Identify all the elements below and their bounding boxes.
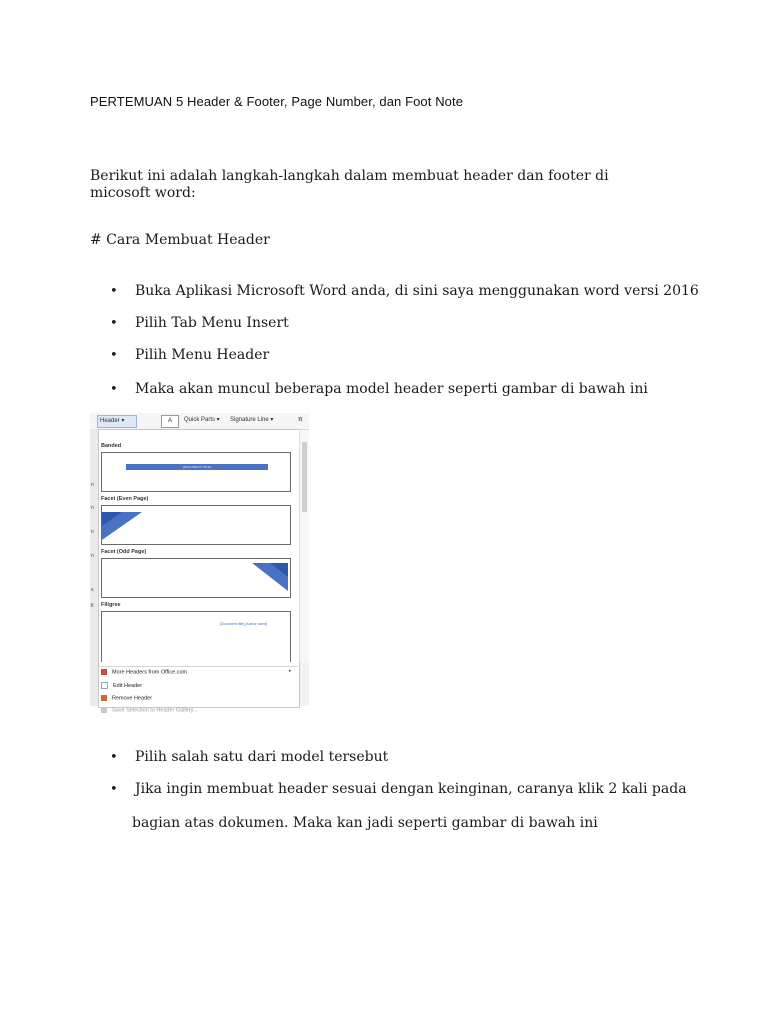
list-item-text: Pilih salah satu dari model tersebut: [135, 749, 389, 765]
header-dropdown-button: Header ▾: [97, 415, 137, 428]
equation-icon: π: [298, 417, 303, 423]
edit-header-icon: [101, 682, 108, 689]
menu-item-save-selection: Save Selection to Header Gallery...: [101, 707, 198, 713]
document-edge: [90, 429, 98, 706]
gallery-section-label: Filigree: [101, 602, 121, 608]
bullet-icon: •: [110, 316, 118, 331]
gallery-section-label: Banded: [101, 443, 122, 449]
header-thumbnail-filigree: [101, 611, 291, 662]
menu-item-remove-header: Remove Header: [101, 695, 152, 701]
bullet-icon: •: [110, 782, 118, 797]
edge-text: fi: [91, 603, 94, 609]
gallery-section-label: Facet (Odd Page): [101, 549, 147, 555]
gallery-scrollbar: [299, 430, 309, 662]
save-gallery-icon: [101, 707, 107, 713]
list-item-text: Pilih Tab Menu Insert: [135, 315, 289, 331]
bullet-icon: •: [110, 382, 118, 397]
bullet-icon: •: [110, 348, 118, 363]
list-item-text: Buka Aplikasi Microsoft Word anda, di sini saya menggunakan word versi 2016: [135, 283, 699, 299]
chevron-right-icon: ▸: [289, 668, 292, 674]
remove-header-icon: [101, 695, 107, 701]
list-item: [110, 381, 648, 397]
list-item-text: Pilih Menu Header: [135, 347, 270, 363]
ribbon-strip: [90, 413, 309, 430]
edge-text: n: [91, 553, 94, 559]
office-online-icon: [101, 669, 107, 675]
menu-item-more-headers: More Headers from Office.com: [101, 669, 187, 675]
header-gallery-panel: [98, 429, 300, 714]
edge-text: o: [91, 529, 94, 535]
list-item-continuation: bagian atas dokumen. Maka kan jadi seperti gambar di bawah ini: [132, 815, 598, 831]
intro-paragraph: Berikut ini adalah langkah-langkah dalam membuat header dan footer di micosoft word:: [90, 168, 609, 201]
edge-text: n: [91, 505, 94, 511]
banded-bar: [DOCUMENT TITLE]: [126, 464, 268, 470]
header-thumbnail-banded: [101, 452, 291, 492]
menu-divider: [99, 666, 298, 667]
list-item-text: Maka akan muncul beberapa model header seperti gambar di bawah ini: [135, 381, 648, 397]
page-title: PERTEMUAN 5 Header & Footer, Page Number, dan Foot Note: [90, 94, 464, 109]
text-box-button: A: [161, 415, 179, 428]
edge-text: s: [91, 587, 94, 593]
section-heading: # Cara Membuat Header: [90, 232, 270, 248]
menu-item-edit-header: Edit Header: [101, 682, 142, 689]
list-item: [110, 749, 388, 765]
bullet-icon: •: [110, 284, 118, 299]
gallery-section-label: Facet (Even Page): [101, 496, 149, 502]
list-item: [110, 283, 699, 299]
bullet-icon: •: [110, 750, 118, 765]
header-gallery-screenshot: [90, 413, 309, 714]
edge-text: n: [91, 482, 94, 488]
facet-odd-graphic: [102, 559, 290, 597]
facet-even-graphic: [102, 506, 290, 544]
list-item: [110, 781, 687, 797]
list-item-text: Jika ingin membuat header sesuai dengan keinginan, caranya klik 2 kali pada: [135, 781, 687, 797]
header-thumbnail-facet-odd: [101, 558, 291, 598]
signature-line-button: Signature Line ▾: [230, 417, 274, 423]
filigree-sample-text: [Document title] [Author name]: [220, 622, 268, 626]
list-item: [110, 315, 289, 331]
list-item: [110, 347, 269, 363]
header-thumbnail-facet-even: [101, 505, 291, 545]
quick-parts-button: Quick Parts ▾: [184, 417, 220, 423]
